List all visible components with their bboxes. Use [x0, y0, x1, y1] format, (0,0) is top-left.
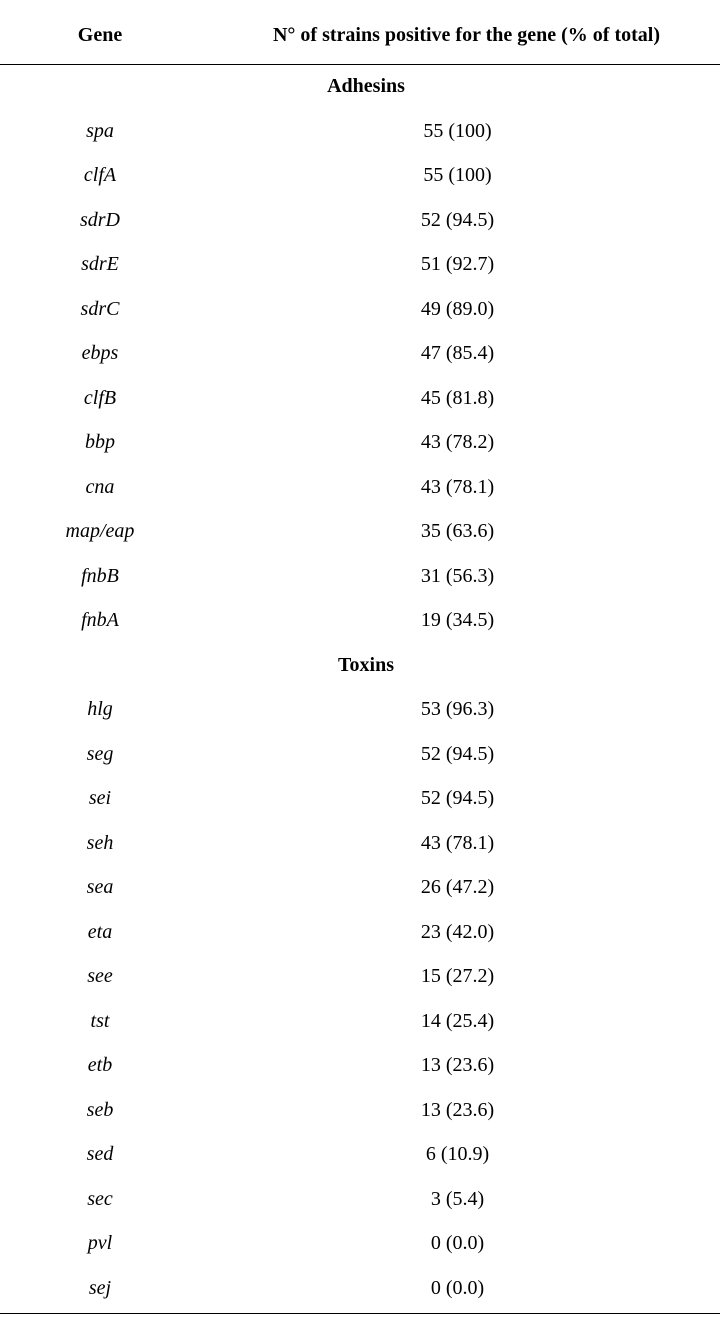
count-column-header: N° of strains positive for the gene (% of total)	[272, 24, 660, 46]
count-cell: 23 (42.0)	[420, 920, 495, 943]
table-row	[0, 555, 720, 600]
gene-cell: cna	[85, 475, 115, 498]
count-cell: 15 (27.2)	[420, 965, 495, 987]
gene-cell: map/eap	[65, 520, 135, 542]
gene-cell: ebps	[81, 342, 119, 364]
gene-column-header: Gene	[77, 24, 123, 46]
table-header	[0, 0, 720, 65]
count-cell: 0 (0.0)	[430, 1276, 485, 1299]
section-header-row	[0, 644, 720, 689]
count-cell: 43 (78.1)	[420, 831, 495, 854]
section-title: Toxins	[338, 653, 394, 676]
gene-cell: sed	[86, 1143, 114, 1165]
table-row	[0, 911, 720, 956]
count-cell: 47 (85.4)	[420, 342, 495, 364]
table-row	[0, 466, 720, 511]
gene-cell: pvl	[87, 1232, 113, 1254]
gene-cell: clfB	[83, 386, 117, 409]
table-row	[0, 1133, 720, 1178]
gene-cell: sdrD	[79, 208, 120, 231]
table-row	[0, 955, 720, 1000]
table-row	[0, 288, 720, 333]
gene-cell: bbp	[85, 431, 115, 453]
gene-cell: seh	[86, 831, 114, 854]
count-cell: 51 (92.7)	[420, 253, 495, 275]
table-row	[0, 1178, 720, 1223]
table-row	[0, 688, 720, 733]
count-cell: 13 (23.6)	[420, 1054, 495, 1076]
count-cell: 52 (94.5)	[420, 208, 495, 231]
table-row	[0, 510, 720, 555]
count-cell: 26 (47.2)	[420, 876, 495, 898]
gene-cell: eta	[87, 920, 113, 943]
gene-cell: sea	[86, 876, 114, 898]
table-bottom-rule	[0, 1313, 720, 1314]
gene-cell: sei	[88, 787, 112, 809]
table-row	[0, 1089, 720, 1134]
count-cell: 13 (23.6)	[420, 1098, 495, 1121]
gene-cell: sej	[88, 1276, 112, 1299]
table-row	[0, 822, 720, 867]
table-row	[0, 777, 720, 822]
gene-cell: see	[87, 965, 113, 987]
count-cell: 55 (100)	[423, 119, 492, 142]
table-row	[0, 243, 720, 288]
gene-cell: seg	[86, 742, 114, 765]
table-row	[0, 154, 720, 199]
table-row	[0, 866, 720, 911]
gene-cell: seb	[86, 1098, 114, 1121]
table-row	[0, 110, 720, 155]
count-cell: 35 (63.6)	[420, 520, 495, 542]
section-header-row	[0, 65, 720, 110]
gene-cell: etb	[87, 1054, 113, 1076]
count-cell: 31 (56.3)	[420, 564, 495, 587]
table-row	[0, 1267, 720, 1312]
table-body	[0, 65, 720, 1311]
gene-cell: spa	[86, 119, 114, 142]
table-row	[0, 332, 720, 377]
table-row	[0, 733, 720, 778]
table-row	[0, 1222, 720, 1267]
gene-cell: fnbB	[81, 564, 119, 587]
count-cell: 52 (94.5)	[420, 787, 495, 809]
table-row	[0, 599, 720, 644]
count-cell: 45 (81.8)	[420, 386, 495, 409]
table-row	[0, 1000, 720, 1045]
count-cell: 19 (34.5)	[420, 609, 495, 631]
count-cell: 0 (0.0)	[430, 1232, 485, 1254]
count-cell: 53 (96.3)	[420, 698, 495, 720]
count-cell: 43 (78.1)	[420, 475, 495, 498]
gene-cell: sdrE	[81, 253, 119, 275]
gene-cell: sdrC	[80, 297, 120, 320]
section-title: Adhesins	[327, 75, 405, 97]
table-row	[0, 199, 720, 244]
table-row	[0, 421, 720, 466]
count-cell: 3 (5.4)	[430, 1187, 485, 1210]
count-cell: 6 (10.9)	[425, 1143, 490, 1165]
gene-cell: clfA	[83, 164, 117, 186]
count-cell: 55 (100)	[423, 164, 492, 186]
gene-cell: hlg	[87, 698, 113, 720]
table-row	[0, 1044, 720, 1089]
count-cell: 52 (94.5)	[420, 742, 495, 765]
table-row	[0, 377, 720, 422]
gene-cell: fnbA	[81, 609, 119, 631]
count-cell: 43 (78.2)	[420, 431, 495, 453]
count-cell: 14 (25.4)	[420, 1009, 495, 1032]
gene-cell: sec	[87, 1187, 113, 1210]
count-cell: 49 (89.0)	[420, 297, 495, 320]
gene-cell: tst	[90, 1009, 110, 1032]
